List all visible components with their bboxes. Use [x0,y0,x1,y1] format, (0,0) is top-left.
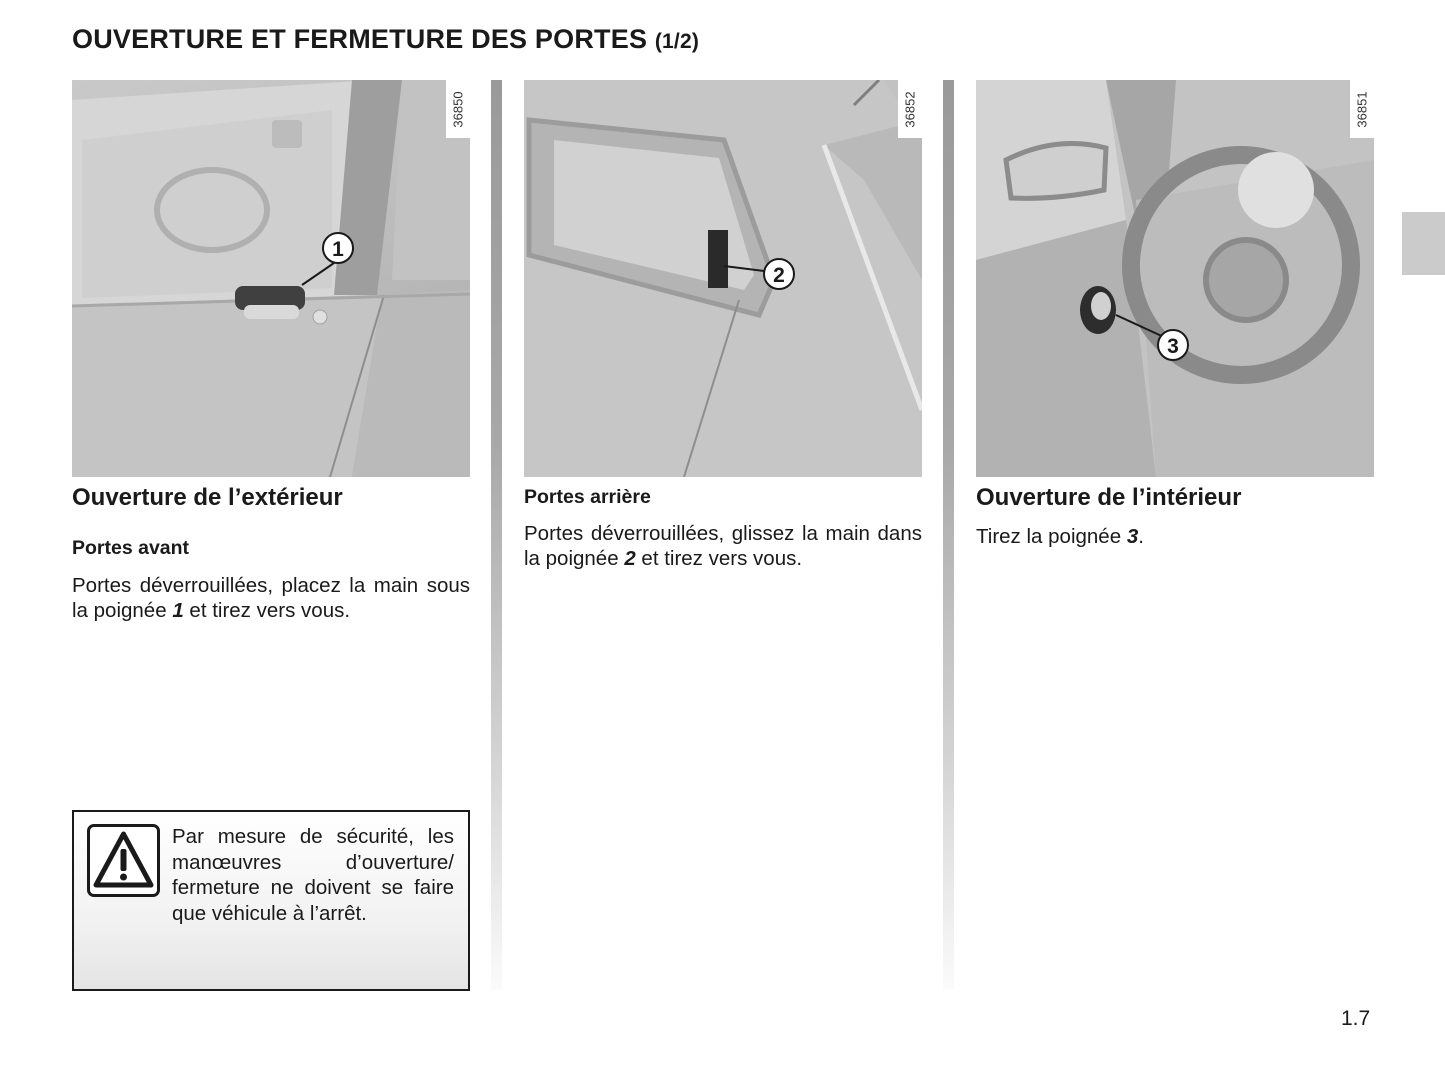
heading-interior-opening: Ouverture de l’intérieur [976,484,1242,511]
figure-interior-door [976,80,1374,477]
car-rear-door-illustration [524,80,922,477]
car-front-door-illustration [72,80,470,477]
page-title-text: OUVERTURE ET FERMETURE DES PORTES [72,24,648,54]
figure-rear-door [524,80,922,477]
safety-warning-box [72,810,470,991]
svg-text:3: 3 [1167,335,1179,358]
column-separator [491,80,502,990]
warning-text: Par mesure de sécurité, les manœuvres d’ouverture/ fermeture ne doivent se faire que véhicule à l’arrêt. [172,825,454,925]
figure-code: 36850 [446,80,470,138]
car-interior-illustration [976,80,1374,477]
subheading-front-doors: Portes avant [72,537,190,559]
figure-front-door-exterior [72,80,470,477]
paragraph-interior-door: Tirez la poignée 3. [976,525,1144,548]
svg-text:1: 1 [332,238,344,261]
column-separator [943,80,954,990]
warning-triangle-icon [87,824,160,897]
page-title [72,24,699,55]
reference-3: 3 [1126,525,1139,548]
figure-code: 36852 [898,80,922,138]
paragraph-rear-doors: Portes déverrouillées, glissez la main dans la poignée 2 et tirez vers vous. [524,522,922,570]
subheading-rear-doors: Portes arrière [524,486,651,508]
svg-text:2: 2 [773,264,785,287]
page-title-fraction: (1/2) [654,30,700,53]
page-number: 1.7 [1341,1007,1371,1030]
figure-code: 36851 [1350,80,1374,138]
chapter-side-tab [1402,212,1445,275]
reference-2: 2 [624,547,636,570]
reference-1: 1 [172,599,184,622]
paragraph-front-doors: Portes déverrouillées, placez la main sous la poignée 1 et tirez vers vous. [72,574,470,622]
heading-exterior-opening: Ouverture de l’extérieur [72,484,343,511]
